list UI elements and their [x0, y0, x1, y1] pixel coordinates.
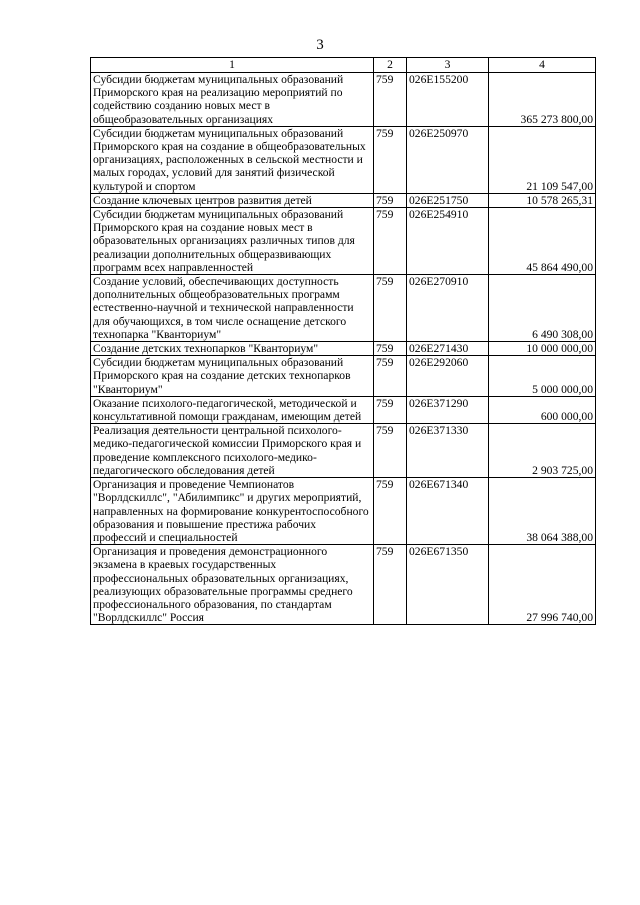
- row-target-cell: 026Е671350: [407, 545, 489, 625]
- table-row: [91, 275, 596, 342]
- row-amount-cell: 38 064 388,00: [489, 478, 596, 545]
- table-row: [91, 424, 596, 478]
- row-target-cell: 026Е271430: [407, 342, 489, 356]
- table-row: [91, 208, 596, 275]
- row-target-cell: 026Е155200: [407, 73, 489, 127]
- row-target-cell: 026Е251750: [407, 193, 489, 207]
- row-amount-cell: 600 000,00: [489, 396, 596, 423]
- row-name-cell: Субсидии бюджетам муниципальных образований Приморского края на создание в общеобразовательных организациях, расположенных в сельской местности и малых городах, условий для занятий физической культурой и спортом: [91, 126, 374, 193]
- row-amount-cell: 10 000 000,00: [489, 342, 596, 356]
- row-amount-cell: 45 864 490,00: [489, 208, 596, 275]
- table-row: [91, 126, 596, 193]
- row-name-cell: Субсидии бюджетам муниципальных образований Приморского края на реализацию мероприятий по содействию созданию новых мест в общеобразовательных организациях: [91, 73, 374, 127]
- row-amount-cell: 10 578 265,31: [489, 193, 596, 207]
- page-number: 3: [316, 37, 324, 53]
- row-code-cell: 759: [374, 424, 407, 478]
- row-target-cell: 026Е270910: [407, 275, 489, 342]
- row-amount-cell: 21 109 547,00: [489, 126, 596, 193]
- budget-table: [90, 57, 596, 625]
- row-code-cell: 759: [374, 545, 407, 625]
- table-row: [91, 545, 596, 625]
- column-header: 3: [407, 58, 489, 73]
- row-amount-cell: 5 000 000,00: [489, 356, 596, 397]
- row-target-cell: 026Е250970: [407, 126, 489, 193]
- table-row: [91, 356, 596, 397]
- row-code-cell: 759: [374, 478, 407, 545]
- row-name-cell: Организация и проведения демонстрационного экзамена в краевых государственных профессиональных образовательных организациях, реализующих образовательные программы среднего профессионального образования, по стандартам "Ворлдскиллс" Россия: [91, 545, 374, 625]
- row-name-cell: Создание детских технопарков "Кванториум": [91, 342, 374, 356]
- row-target-cell: 026Е254910: [407, 208, 489, 275]
- row-name-cell: Организация и проведение Чемпионатов "Ворлдскиллс", "Абилимпикс" и других мероприятий, направленных на формирование конкурентоспособного образования и повышение престижа рабочих профессий и специальностей: [91, 478, 374, 545]
- row-code-cell: 759: [374, 275, 407, 342]
- row-code-cell: 759: [374, 193, 407, 207]
- row-amount-cell: 2 903 725,00: [489, 424, 596, 478]
- row-code-cell: 759: [374, 356, 407, 397]
- row-code-cell: 759: [374, 342, 407, 356]
- row-name-cell: Реализация деятельности центральной психолого-медико-педагогической комиссии Приморского края и проведение комплексного психолого-медико-педагогического обследования детей: [91, 424, 374, 478]
- row-name-cell: Оказание психолого-педагогической, методической и консультативной помощи гражданам, имеющим детей: [91, 396, 374, 423]
- row-target-cell: 026Е371330: [407, 424, 489, 478]
- row-name-cell: Создание условий, обеспечивающих доступность дополнительных общеобразовательных программ естественно-научной и технической направленности для обучающихся, в том числе оснащение детского технопарка "Кванториум": [91, 275, 374, 342]
- table-header-row: [91, 58, 596, 73]
- column-header: 2: [374, 58, 407, 73]
- row-amount-cell: 6 490 308,00: [489, 275, 596, 342]
- table-row: [91, 73, 596, 127]
- row-name-cell: Субсидии бюджетам муниципальных образований Приморского края на создание детских технопарков "Кванториум": [91, 356, 374, 397]
- row-name-cell: Субсидии бюджетам муниципальных образований Приморского края на создание новых мест в образовательных организациях различных типов для реализации дополнительных общеразвивающих программ всех направленностей: [91, 208, 374, 275]
- table-row: [91, 396, 596, 423]
- row-target-cell: 026Е292060: [407, 356, 489, 397]
- row-code-cell: 759: [374, 396, 407, 423]
- row-target-cell: 026Е671340: [407, 478, 489, 545]
- row-amount-cell: 27 996 740,00: [489, 545, 596, 625]
- row-target-cell: 026Е371290: [407, 396, 489, 423]
- table-row: [91, 193, 596, 207]
- column-header: 4: [489, 58, 596, 73]
- table-row: [91, 478, 596, 545]
- row-name-cell: Создание ключевых центров развития детей: [91, 193, 374, 207]
- column-header: 1: [91, 58, 374, 73]
- row-code-cell: 759: [374, 126, 407, 193]
- row-code-cell: 759: [374, 73, 407, 127]
- table-row: [91, 342, 596, 356]
- row-code-cell: 759: [374, 208, 407, 275]
- row-amount-cell: 365 273 800,00: [489, 73, 596, 127]
